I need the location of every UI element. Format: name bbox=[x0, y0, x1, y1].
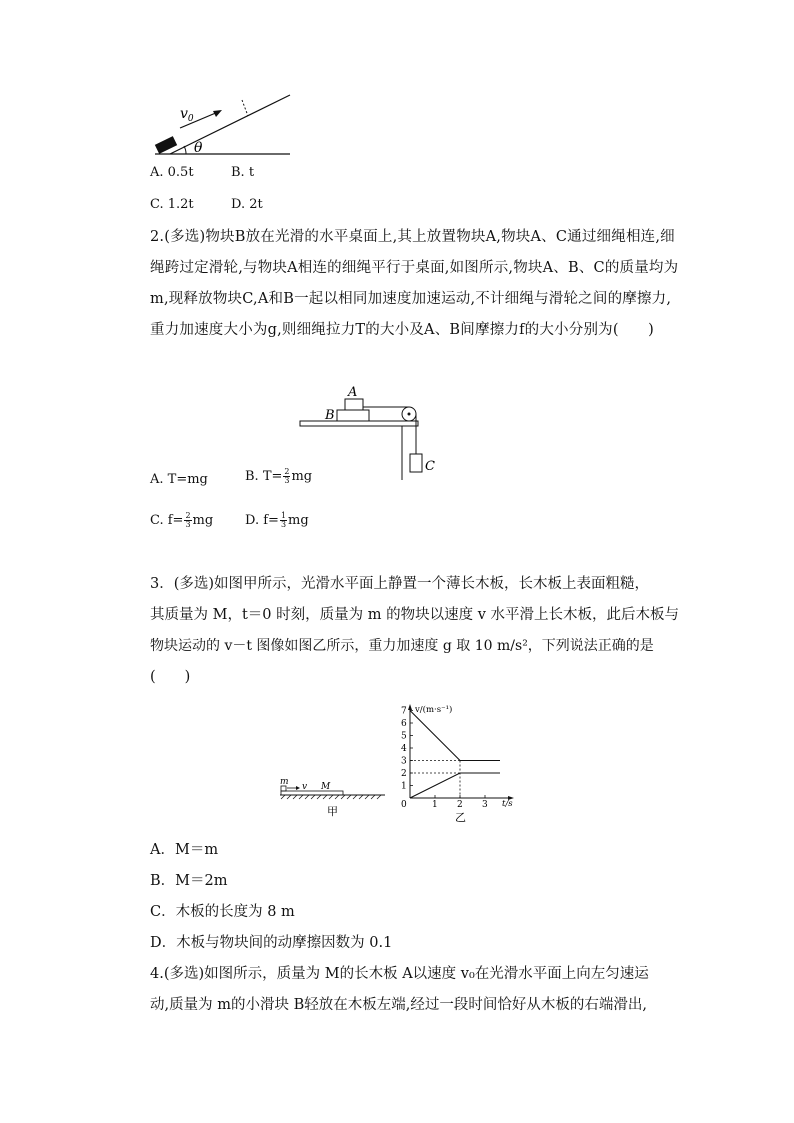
y-axis-label: v/(m·s⁻¹) bbox=[415, 705, 453, 715]
vt-chart bbox=[375, 700, 525, 830]
q2-option-c-fraction: $\frac{2}{3}$ bbox=[185, 511, 191, 529]
caption-yi: 乙 bbox=[455, 811, 466, 824]
x-tick-label: 0 bbox=[401, 800, 407, 810]
block-a bbox=[345, 399, 363, 410]
q2-option-b-prefix: B. T= bbox=[245, 469, 283, 484]
incline-figure bbox=[150, 90, 300, 160]
q2-option-b-fraction: $\frac{2}{3}$ bbox=[284, 467, 290, 485]
q2-option-b[interactable] bbox=[245, 468, 312, 485]
y-tick-label: 3 bbox=[401, 756, 407, 767]
velocity-arrowhead bbox=[296, 786, 300, 790]
angle-arc bbox=[184, 146, 186, 154]
block-b bbox=[337, 410, 369, 421]
q2-option-c-prefix: C. f= bbox=[150, 513, 184, 528]
q2-option-c-suffix: mg bbox=[192, 513, 214, 528]
label-v: v bbox=[302, 782, 308, 792]
q3-line-4: ( ) bbox=[150, 669, 191, 685]
q4-line-1: 4.(多选)如图所示，质量为 M的长木板 A以速度 v₀在光滑水平面上向左匀速运 bbox=[150, 966, 649, 982]
q3-option-b[interactable]: B．M＝2m bbox=[150, 873, 228, 889]
y-axis-arrow bbox=[408, 704, 412, 710]
q3-option-c[interactable]: C．木板的长度为 8 m bbox=[150, 904, 295, 920]
q2-option-d-prefix: D. f= bbox=[245, 513, 279, 528]
q2-option-b-suffix: mg bbox=[291, 469, 313, 484]
block-c bbox=[410, 454, 422, 472]
x-tick-label: 3 bbox=[482, 800, 488, 810]
y-tick-label: 1 bbox=[401, 781, 407, 792]
x-tick-label: 1 bbox=[432, 800, 438, 810]
q2-option-c[interactable] bbox=[150, 512, 213, 529]
q2-option-d-suffix: mg bbox=[288, 513, 309, 528]
y-tick-label: 4 bbox=[401, 744, 407, 754]
series-block-line bbox=[410, 711, 500, 761]
y-tick-label: 7 bbox=[401, 706, 407, 717]
label-m: m bbox=[280, 777, 289, 787]
ground-hatch bbox=[281, 795, 381, 799]
label-a: A bbox=[348, 385, 358, 400]
q1-option-a[interactable]: A. 0.5t bbox=[150, 165, 194, 180]
caption-jia: 甲 bbox=[327, 805, 338, 818]
table-top bbox=[300, 421, 418, 426]
x-tick-label: 2 bbox=[457, 800, 463, 810]
q1-option-c[interactable]: C. 1.2t bbox=[150, 197, 194, 212]
y-tick-label: 2 bbox=[401, 769, 407, 779]
q2-option-d[interactable] bbox=[245, 512, 309, 529]
velocity-arrowhead bbox=[213, 110, 222, 117]
block bbox=[155, 136, 177, 154]
long-board bbox=[281, 791, 343, 795]
pulley-axle bbox=[408, 413, 411, 416]
label-b: B bbox=[325, 408, 335, 423]
q3-line-2: 其质量为 M，t＝0 时刻，质量为 m 的物块以速度 v 水平滑上长木板，此后木板与 bbox=[150, 607, 679, 623]
label-c: C bbox=[425, 459, 435, 474]
series-board-line bbox=[410, 773, 500, 798]
y-tick-label: 6 bbox=[401, 719, 407, 729]
q3-line-1: 3．(多选)如图甲所示，光滑水平面上静置一个薄长木板，长木板上表面粗糙， bbox=[150, 576, 650, 592]
q2-question-text: 2.(多选)物块B放在光滑的水平桌面上,其上放置物块A,物块A、C通过细绳相连,细绳跨过定滑轮,与物块A相连的细绳平行于桌面,如图所示,物块A、B、C的质量均为m,现释放物块C,A和B一起以相同加速度加速运动,不计细绳与滑轮之间的摩擦力,重力加速度大小为g,则细绳拉力T的大小及A、B间摩擦力f的大小分别为( ) bbox=[150, 229, 679, 338]
theta-label: θ bbox=[194, 140, 203, 156]
q4-line-2: 动,质量为 m的小滑块 B轻放在木板左端,经过一段时间恰好从木板的右端滑出, bbox=[150, 997, 647, 1013]
v0-label: $v_0$ bbox=[180, 106, 194, 124]
q3-option-a[interactable]: A．M＝m bbox=[150, 842, 219, 858]
x-axis-label: t/s bbox=[502, 799, 513, 809]
q1-option-b[interactable]: B. t bbox=[231, 165, 255, 180]
pulley-figure bbox=[295, 382, 445, 482]
q3-option-d[interactable]: D．木板与物块间的动摩擦因数为 0.1 bbox=[150, 935, 393, 951]
q2-option-a[interactable]: A. T=mg bbox=[150, 472, 208, 487]
q2-option-d-fraction: $\frac{1}{3}$ bbox=[280, 511, 287, 529]
board-figure-jia bbox=[275, 775, 390, 825]
label-big-m: M bbox=[321, 782, 331, 792]
y-tick-label: 5 bbox=[401, 731, 407, 742]
q3-line-3: 物块运动的 v－t 图像如图乙所示，重力加速度 g 取 10 m/s²，下列说法正确的是 bbox=[150, 638, 654, 654]
dashed-mark bbox=[242, 100, 248, 116]
q1-option-d[interactable]: D. 2t bbox=[231, 197, 263, 212]
